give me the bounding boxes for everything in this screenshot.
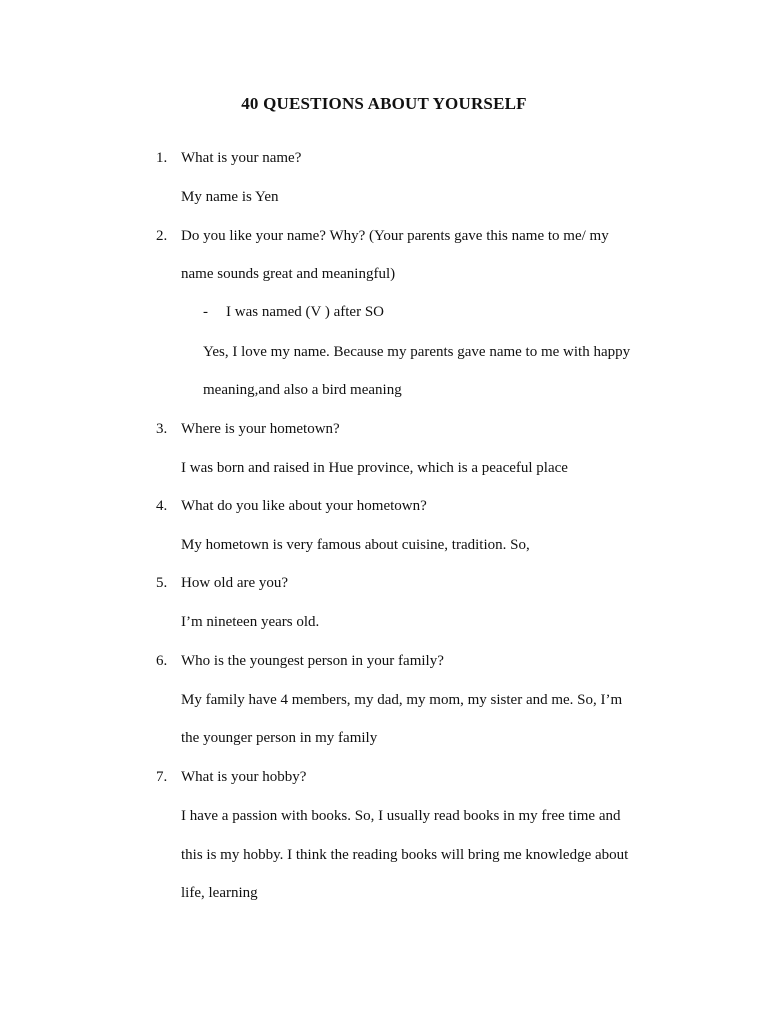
question-text: Where is your hometown? [181, 421, 340, 437]
answer-text: Yes, I love my name. Because my parents gave name to me with happy [203, 344, 631, 360]
answer-text: My hometown is very famous about cuisine, tradition. So, [181, 537, 530, 553]
item-number: 7. [156, 769, 168, 785]
item-number: 4. [156, 498, 168, 514]
answer-text: I was born and raised in Hue province, which is a peaceful place [181, 460, 568, 476]
item-number: 2. [156, 228, 168, 244]
answer-text: meaning,and also a bird meaning [203, 382, 402, 398]
item-number: 5. [156, 575, 168, 591]
answer-text: this is my hobby. I think the reading books will bring me knowledge about [181, 847, 629, 863]
answer-text: the younger person in my family [181, 730, 378, 746]
answer-text: My family have 4 members, my dad, my mom, my sister and me. So, I’m [181, 692, 623, 708]
question-text: What is your hobby? [181, 769, 307, 785]
question-text: What do you like about your hometown? [181, 498, 427, 514]
bullet-text: I was named (V ) after SO [226, 304, 385, 320]
answer-text: I’m nineteen years old. [181, 614, 320, 630]
document-title: 40 QUESTIONS ABOUT YOURSELF [241, 94, 527, 113]
question-text: Do you like your name? Why? (Your parents gave this name to me/ my [181, 228, 609, 244]
question-text: name sounds great and meaningful) [181, 266, 396, 282]
item-number: 1. [156, 150, 168, 166]
question-text: How old are you? [181, 575, 289, 591]
item-number: 6. [156, 653, 168, 669]
question-text: What is your name? [181, 150, 302, 166]
answer-text: life, learning [181, 885, 258, 901]
answer-text: I have a passion with books. So, I usually read books in my free time and [181, 808, 621, 824]
answer-text: My name is Yen [181, 189, 279, 205]
item-number: 3. [156, 421, 168, 437]
question-text: Who is the youngest person in your family? [181, 653, 444, 669]
bullet-marker: - [203, 304, 208, 320]
